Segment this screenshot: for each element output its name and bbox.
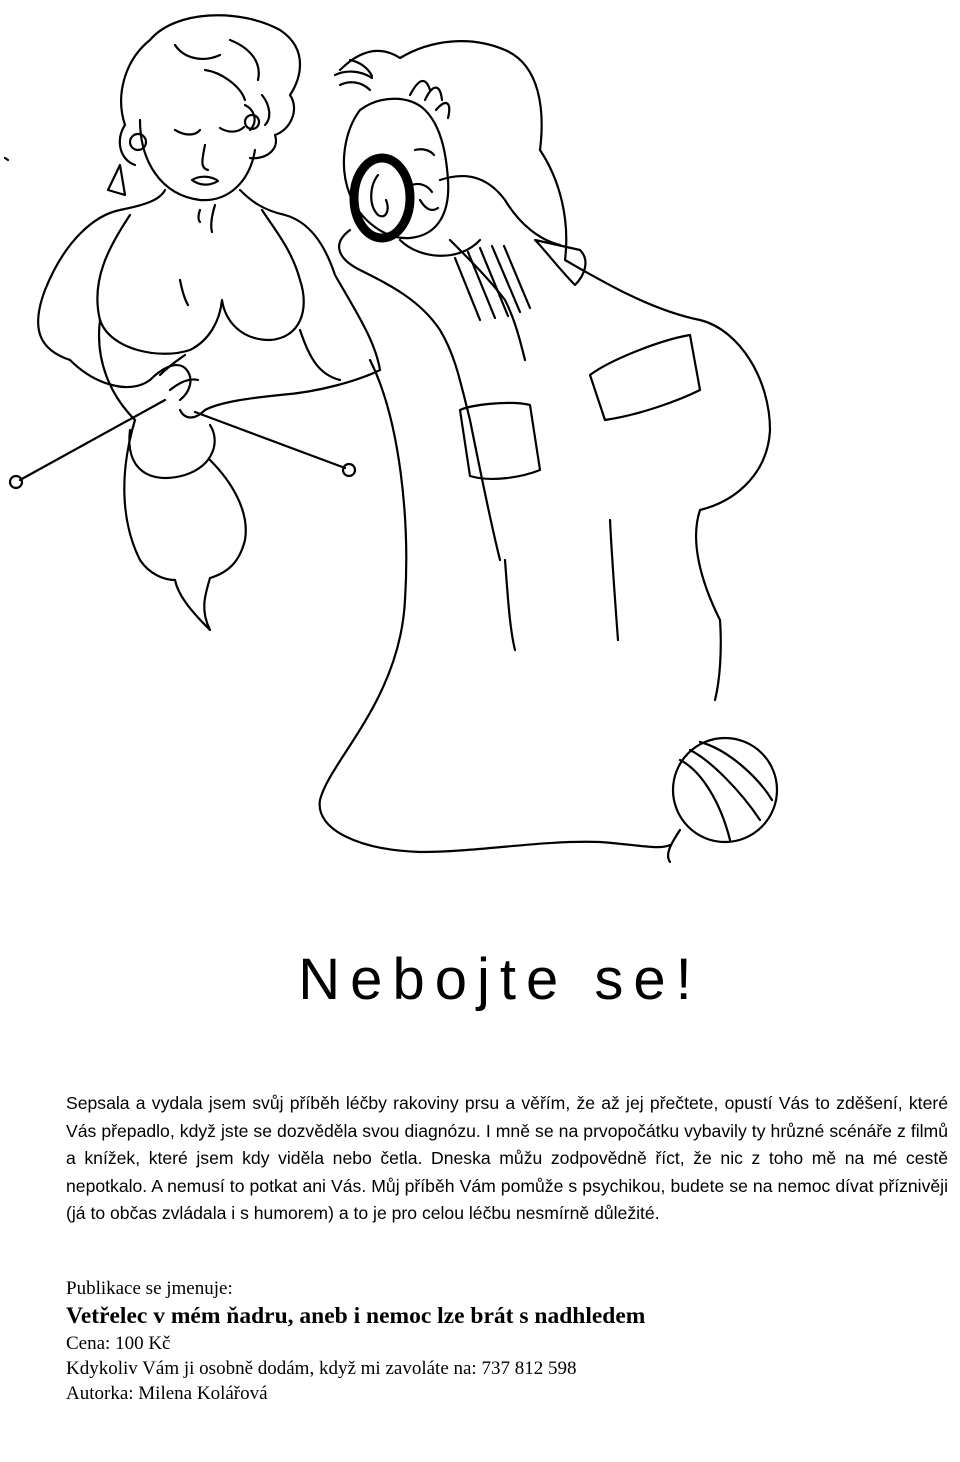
publication-label: Publikace se jmenuje: [66, 1278, 233, 1299]
intro-paragraph: Sepsala a vydala jsem svůj příběh léčby rakoviny prsu a věřím, že až jej přečtete, opustí Vás to zděšení, které Vás přepadlo, když jste se dozvěděla svou diagnózu. I mně se na prvopočátku vybavily ty hrůzné scénáře z filmů a knížek, které jsem kdy viděla nebo četla. Dneska můžu zodpovědně říct, že nic z toho mě na mé cestě nepotkalo. A nemusí to potkat ani Vás. Můj příběh Vám pomůže s psychikou, budete se na nemoc dívat příznivěji (já to občas zvládala i s humorem) a to je pro celou léčbu nesmírně důležité. [66, 1093, 948, 1223]
price-line: Cena: 100 Kč [66, 1333, 171, 1354]
doctor-ear-ring [354, 158, 410, 238]
woman-figure [10, 15, 380, 630]
knitting-needle-right [195, 412, 345, 468]
doctor-pocket-left [460, 403, 540, 479]
doctor-coat [339, 230, 500, 560]
doctor-pocket-right [590, 335, 700, 420]
woman-chest [97, 210, 303, 354]
headline: Nebojte se! [298, 947, 702, 1012]
knitting-needle-left [20, 400, 165, 480]
doctor-figure [320, 41, 770, 852]
woman-arm-left [70, 360, 190, 400]
author-line: Autorka: Milena Kolářová [66, 1383, 268, 1404]
woman-arm-right [180, 370, 380, 418]
woman-earring-left [130, 134, 146, 150]
knitted-piece [129, 425, 214, 478]
order-line: Kdykoliv Vám ji osobně dodám, když mi zavoláte na: 737 812 598 [66, 1358, 577, 1379]
book-title: Vetřelec v mém ňadru, aneb i nemoc lze brát s nadhledem [66, 1303, 646, 1329]
yarn-ball [668, 738, 777, 862]
publication-details [66, 1276, 946, 1406]
stethoscope [440, 176, 560, 245]
